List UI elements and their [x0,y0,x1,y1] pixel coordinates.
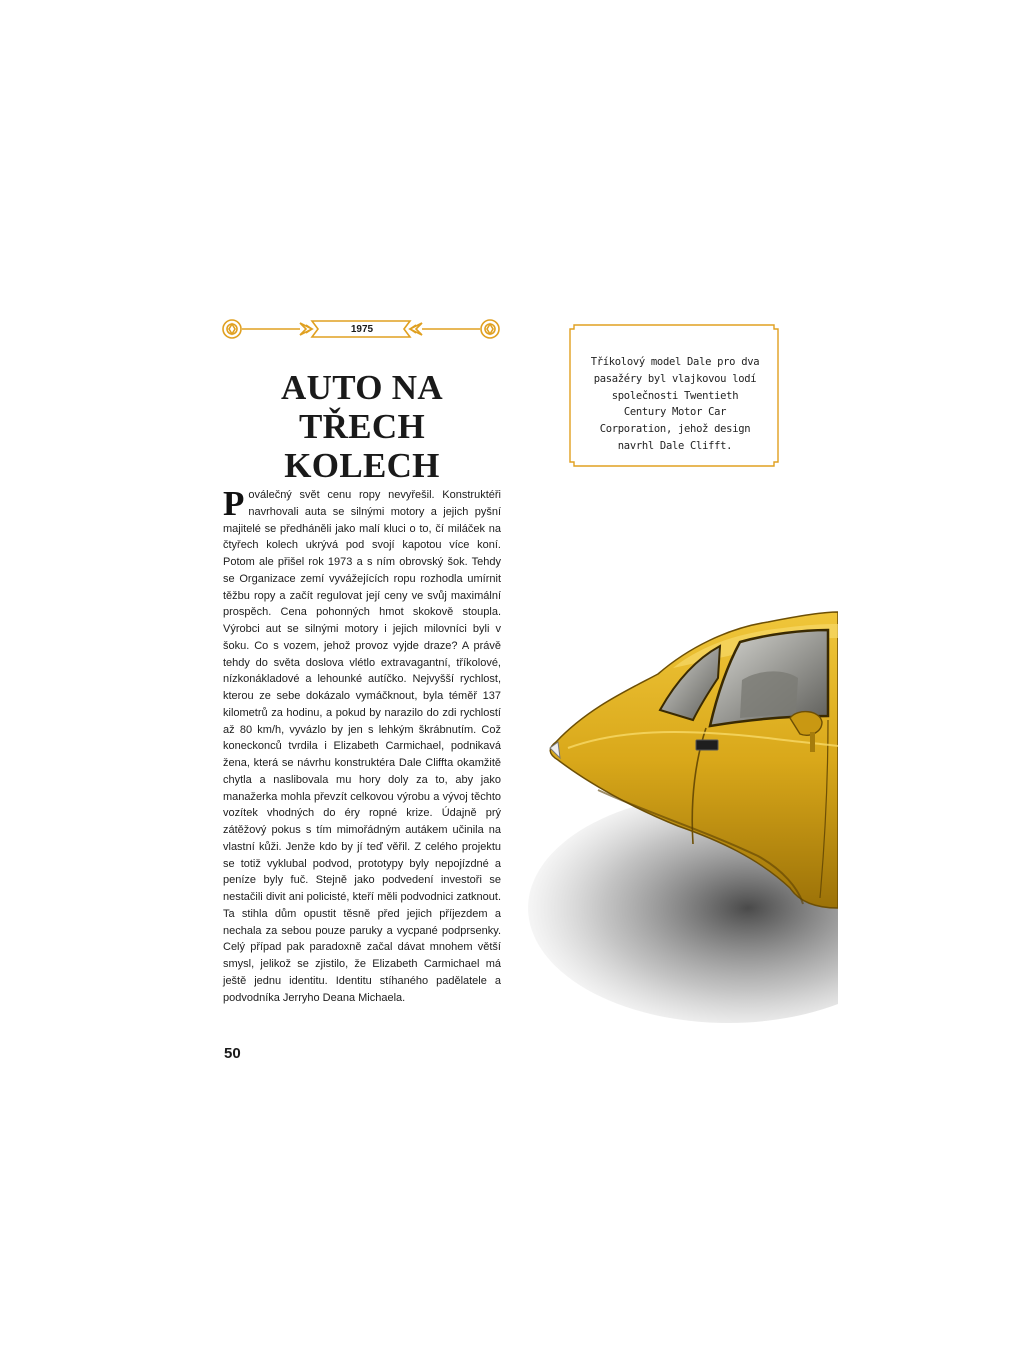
page-number: 50 [224,1045,241,1062]
image-caption: Tříkolový model Dale pro dva pasažéry byl vlajkovou lodí společnosti Twentieth Century Motor Car Corporation, jehož design navrhl Dale Clifft. [590,356,760,452]
car-illustration [528,608,838,1038]
article-text: oválečný svět cenu ropy nevyřešil. Konstruktéři navrhovali auta se silnými motory a jejich pyšní majitelé se předháněli jako malí kluci o to, čí miláček na čtyřech kolech ukrývá pod svojí kapotou více koní. Potom ale přišel rok 1973 a s ním obrovský šok. Tehdy se Organizace zemí vyvážejících ropu rozhodla umírnit těžbu ropy a začít regulovat její ceny ve svůj maximální prospěch. Cena pohonných hmot skokově stoupla. Výrobci aut se silnými motory i jejich milovníci byli v šoku. Co s vozem, jehož provoz vyjde draze? A právě tehdy do světa doslova vlétlo extravagantní, tříkolové, nízkonákladové a lehounké autíčko. Nejvyšší rychlost, kterou ze sebe dokázalo vymáčknout, byla téměř 137 kilometrů za hodinu, a pokud by narazilo do zdi rychlostí až 80 km/h, vyvázlo by jen s lehkým škrábnutím. Což koneckonců tvrdila i Elizabeth Carmichael, podnikavá žena, která se návrhu konstruktéra Dale Cliffta okamžitě chytla a naslibovala mu hory doly za to, aby jako manažerka mohla převzít celkovou výrobu a vývoj těchto vozítek vhodných do éry ropné krize. Údajně prý zátěžový pokus s tím mimořádným autákem učinila na vlastní kůži. Jenže kdo by jí teď věřil. Z celého projektu se totiž vyklubal podvod, prototypy byly nepojízdné a peníze byly fuč. Stejně jako podvedení investoři se nestačili divit ani policisté, kteří měli podvodnici zatknout. Ta stihla dům opustit těsně před jejich příjezdem a nechala za sebou pouze paruky a vycpané podprsenky. Celý případ pak paradoxně začal dávat mnohem větší smysl, jelikož se zjistilo, že Elizabeth Carmichael má ještě jednu identitu. Identitu stíhaného padělatele a podvodníka Jerryho Deana Michaela. [223,489,501,1004]
year-label: 1975 [350,324,374,335]
article-body [223,484,501,1006]
title-line-2: KOLECH [284,446,440,485]
drop-cap: P [223,484,245,523]
page-title [222,368,502,485]
title-line-1: AUTO NA TŘECH [281,368,443,446]
car-drawing [528,608,838,1038]
